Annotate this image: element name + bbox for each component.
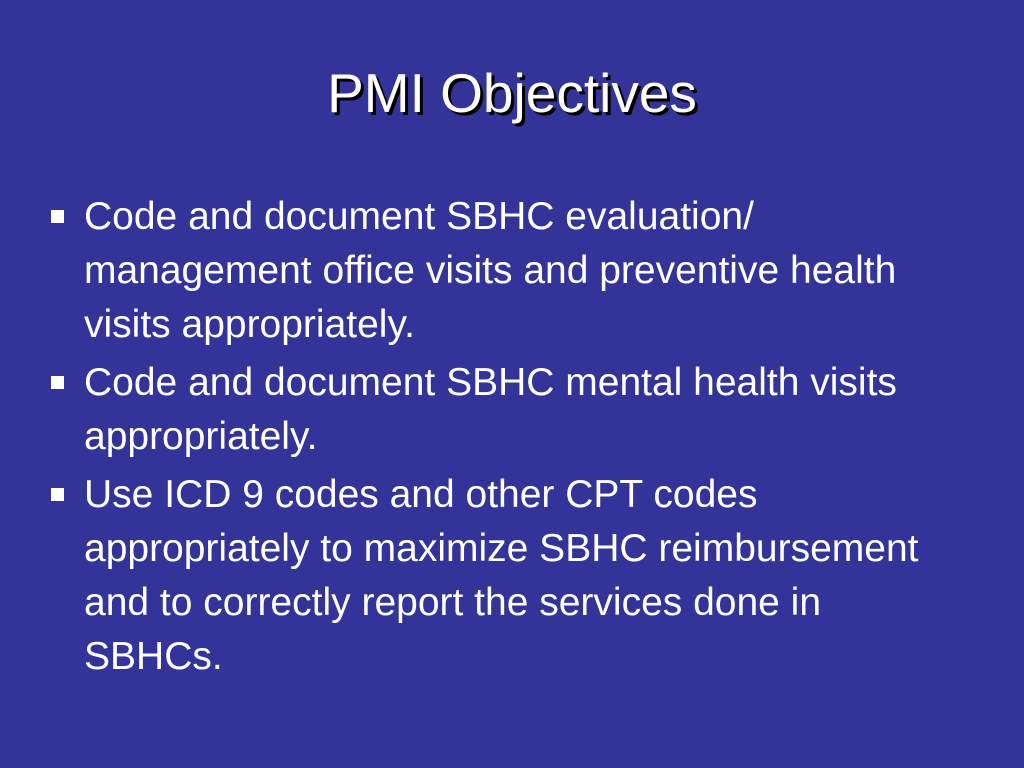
square-bullet-icon — [51, 376, 64, 389]
bullet-item — [45, 356, 945, 464]
bullet-list — [45, 190, 945, 688]
bullet-item — [45, 190, 945, 352]
square-bullet-icon — [51, 488, 64, 501]
bullet-item — [45, 468, 945, 684]
bullet-text: Code and document SBHC evaluation/ management office visits and preventive health visits appropriately. — [84, 195, 897, 346]
bullet-text: Code and document SBHC mental health visits appropriately. — [84, 361, 897, 458]
bullet-text: Use ICD 9 codes and other CPT codes appropriately to maximize SBHC reimbursement and to correctly report the services done in SBHCs. — [84, 473, 919, 678]
square-bullet-icon — [51, 210, 64, 223]
slide-title: PMI Objectives — [327, 62, 697, 124]
